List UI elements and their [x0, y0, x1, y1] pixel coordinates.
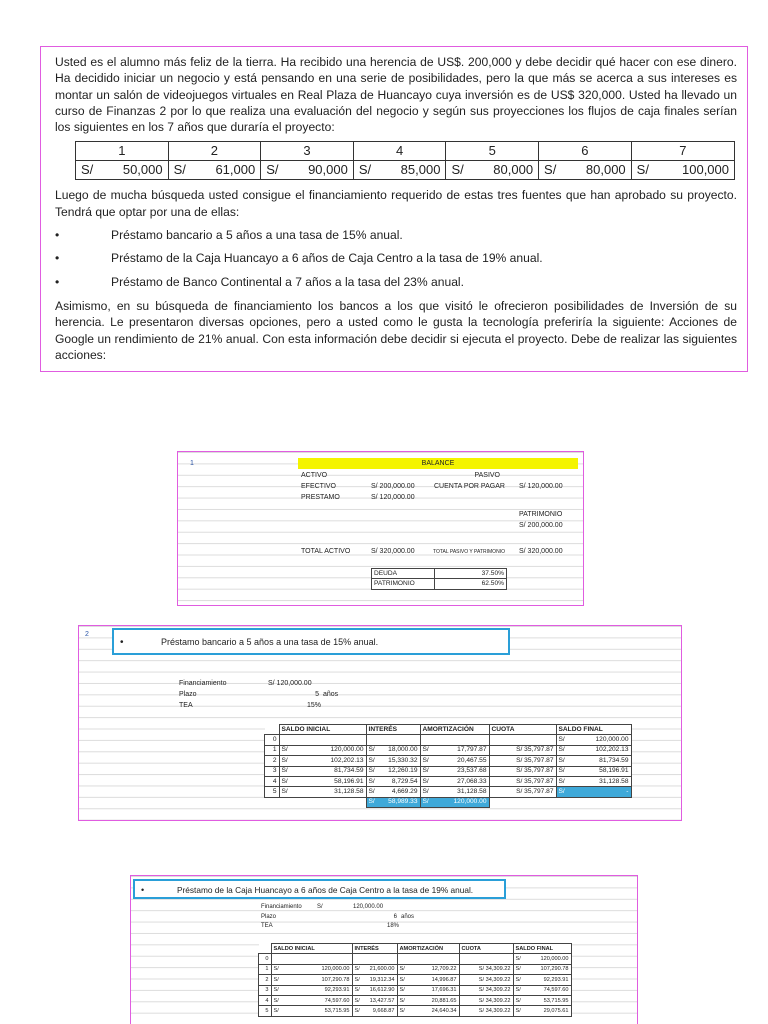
paragraph-intro: Usted es el alumno más feliz de la tierra. Ha recibido una herencia de US$. 200,000 y debe decidir qué hacer con ese dinero. Ha decidido iniciar un negocio y está pensando en una serie de posibilidades, pero la que más se acerca a sus intereses es montar un salón de videojuegos virtuales en Real Plaza de Huancayo cuya inversión es de US$ 320,000. Usted ha llevado un curso de Finanzas 2 por lo que realiza una evaluación del negocio y según sus proyecciones los flujos de caja finales serían los siguientes en los 7 años que duraría el proyecto:: [55, 55, 737, 135]
period-number: 0: [265, 735, 280, 745]
amortizacion-cell: S/ 14,996.87: [397, 975, 459, 985]
currency-symbol: S/: [173, 162, 186, 178]
currency-symbol: S/: [544, 162, 557, 178]
saldo-final-cell: S/ 120,000.00: [556, 735, 631, 745]
balance-title: BALANCE: [421, 460, 455, 467]
table-row: [265, 776, 632, 786]
bullet-icon: •: [55, 274, 60, 289]
amortizacion-cell: S/ 20,881.65: [397, 995, 459, 1005]
financiamiento-value: S/ 120,000.00: [268, 680, 312, 687]
saldo-final-cell: S/ 120,000.00: [513, 954, 571, 964]
interes-cell: S/ 18,000.00: [366, 745, 420, 755]
financiamiento-label: Financiamiento: [261, 904, 302, 910]
currency-symbol: S/: [451, 162, 464, 178]
column-header: CUOTA: [489, 725, 556, 735]
saldo-inicial-cell: [279, 735, 366, 745]
row-number: 2: [85, 631, 89, 638]
loan2-title: Préstamo de la Caja Huancayo a 6 años de Caja Centro a la tasa de 19% anual.: [177, 885, 474, 895]
patrimonio-value: S/ 200,000.00: [519, 522, 563, 529]
saldo-inicial-cell: S/ 120,000.00: [271, 964, 352, 974]
deuda-label: DEUDA: [372, 569, 435, 579]
cashflow-value: [539, 161, 632, 180]
bullet-item-3: [55, 274, 737, 290]
total-pasivo-patrimonio-value: S/ 320,000.00: [519, 548, 563, 555]
plazo-unit: años: [323, 691, 339, 698]
cuenta-por-pagar-label: CUENTA POR PAGAR: [434, 483, 505, 490]
cuota-cell: S/ 34,309.22: [459, 964, 513, 974]
loan1-title: Préstamo bancario a 5 años a una tasa de 15% anual.: [161, 637, 379, 647]
table-row: [265, 787, 632, 797]
cuota-cell: [489, 735, 556, 745]
cashflow-year: 7: [631, 142, 734, 161]
cuota-cell: S/ 35,797.87: [489, 766, 556, 776]
plazo-label: Plazo: [261, 914, 277, 920]
period-number: 2: [265, 756, 280, 766]
cuota-cell: S/ 35,797.87: [489, 776, 556, 786]
currency-symbol: S/: [81, 162, 94, 178]
saldo-inicial-cell: S/ 102,202.13: [279, 756, 366, 766]
cashflow-amount: 61,000: [215, 162, 256, 178]
period-number: 1: [265, 745, 280, 755]
column-header: SALDO INICIAL: [279, 725, 366, 735]
saldo-final-cell: S/ 31,128.58: [556, 776, 631, 786]
amortizacion-cell: [420, 735, 489, 745]
row-number: 1: [190, 460, 194, 467]
table-row: [259, 1006, 572, 1016]
column-header: INTERÉS: [366, 725, 420, 735]
cuota-cell: S/ 34,309.22: [459, 975, 513, 985]
bullet-icon: •: [120, 637, 124, 648]
period-number: 5: [259, 1006, 272, 1016]
cuota-cell: S/ 35,797.87: [489, 745, 556, 755]
plazo-value: 6: [393, 914, 397, 920]
saldo-final-cell: S/ 58,196.91: [556, 766, 631, 776]
cuota-cell: S/ 34,309.22: [459, 995, 513, 1005]
currency-symbol: S/: [636, 162, 649, 178]
bullet-text: Préstamo bancario a 5 años a una tasa de 15% anual.: [111, 228, 403, 243]
plazo-value: 5: [315, 691, 319, 698]
table-row: [265, 756, 632, 766]
cashflow-year: 1: [76, 142, 169, 161]
interes-cell: S/ 4,669.29: [366, 787, 420, 797]
table-row: [265, 766, 632, 776]
cashflow-amount: 50,000: [122, 162, 163, 178]
cashflow-amount: 80,000: [585, 162, 626, 178]
saldo-final-cell: S/ 81,734.59: [556, 756, 631, 766]
total-interes: S/ 58,989.33: [366, 797, 420, 807]
currency-symbol: S/: [266, 162, 279, 178]
column-header: AMORTIZACIÓN: [420, 725, 489, 735]
cashflow-value: [261, 161, 354, 180]
amortizacion-cell: S/ 23,537.68: [420, 766, 489, 776]
efectivo-value: S/ 200,000.00: [371, 483, 415, 490]
saldo-inicial-cell: S/ 81,734.59: [279, 766, 366, 776]
cashflow-value: [168, 161, 261, 180]
saldo-inicial-cell: S/ 53,715.95: [271, 1006, 352, 1016]
paragraph-investment: Asimismo, en su búsqueda de financiamiento los bancos a los que visitó le ofrecieron posibilidades de Inversión de su herencia. Le presentaron diversas opciones, pero a usted como le gusta la tecnología preferiría la siguiente: Acciones de Google un rendimiento de 21% anual. Con esta información debe decidir si ejecuta el proyecto. Debe de realizar las siguientes acciones:: [55, 298, 737, 362]
pasivo-label: PASIVO: [474, 472, 500, 479]
table-row: [259, 975, 572, 985]
cashflow-amount: 100,000: [682, 162, 729, 178]
saldo-inicial-cell: S/ 92,293.91: [271, 985, 352, 995]
cashflow-year: 5: [446, 142, 539, 161]
total-amortizacion: S/ 120,000.00: [420, 797, 489, 807]
amortizacion-cell: S/ 12,709.22: [397, 964, 459, 974]
loan2-title-box: [133, 879, 506, 899]
interes-cell: S/ 19,312.34: [352, 975, 397, 985]
tea-label: TEA: [179, 702, 193, 709]
saldo-final-cell: S/ 53,715.95: [513, 995, 571, 1005]
efectivo-label: EFECTIVO: [301, 483, 337, 490]
saldo-inicial-cell: S/ 31,128.58: [279, 787, 366, 797]
cuota-cell: S/ 35,797.87: [489, 787, 556, 797]
paragraph-financing: Luego de mucha búsqueda usted consigue el financiamiento requerido de estas tres fuentes que han aprobado su proyecto. Tendrá que optar por una de ellas:: [55, 188, 737, 219]
interes-cell: [352, 954, 397, 964]
totals-row: [265, 797, 632, 807]
interes-cell: S/ 15,330.32: [366, 756, 420, 766]
cuota-cell: S/ 35,797.87: [489, 756, 556, 766]
balance-sheet: [177, 451, 584, 606]
cashflow-year: 3: [261, 142, 354, 161]
saldo-inicial-cell: S/ 58,196.91: [279, 776, 366, 786]
cashflow-year: 4: [353, 142, 446, 161]
bullet-text: Préstamo de Banco Continental a 7 años a la tasa del 23% anual.: [111, 274, 464, 289]
column-header: SALDO INICIAL: [271, 944, 352, 954]
plazo-unit: años: [401, 914, 415, 920]
activo-label: ACTIVO: [301, 472, 328, 479]
column-header: SALDO FINAL: [513, 944, 571, 954]
table-row: [259, 954, 572, 964]
period-number: 3: [259, 985, 272, 995]
cashflow-table: [75, 141, 735, 180]
column-header: SALDO FINAL: [556, 725, 631, 735]
amortizacion-cell: S/ 31,128.58: [420, 787, 489, 797]
ratio-table: [371, 568, 507, 590]
saldo-final-cell: S/ -: [556, 787, 631, 797]
total-activo-value: S/ 320,000.00: [371, 548, 415, 555]
column-header: INTERÉS: [352, 944, 397, 954]
amortizacion-cell: [397, 954, 459, 964]
cashflow-value: [446, 161, 539, 180]
total-activo-label: TOTAL ACTIVO: [301, 548, 351, 555]
column-header: CUOTA: [459, 944, 513, 954]
amortizacion-cell: S/ 24,640.34: [397, 1006, 459, 1016]
tea-value: 15%: [306, 702, 321, 709]
total-pasivo-patrimonio-label: TOTAL PASIVO Y PATRIMONIO: [433, 549, 505, 555]
period-number: 1: [259, 964, 272, 974]
interes-cell: S/ 12,260.19: [366, 766, 420, 776]
loan1-title-box: [112, 628, 510, 655]
loan-bank-sheet: [78, 625, 682, 821]
problem-statement: [40, 46, 748, 372]
interes-cell: [366, 735, 420, 745]
period-number: 4: [265, 776, 280, 786]
interes-cell: S/ 9,668.87: [352, 1006, 397, 1016]
patrimonio-pct-value: 62.50%: [435, 579, 507, 589]
amortizacion-cell: S/ 20,467.55: [420, 756, 489, 766]
table-row: [259, 964, 572, 974]
bullet-text: Préstamo de la Caja Huancayo a 6 años de Caja Centro a la tasa de 19% anual.: [111, 251, 543, 266]
interes-cell: S/ 8,729.54: [366, 776, 420, 786]
amortizacion-cell: S/ 17,797.87: [420, 745, 489, 755]
cashflow-value: [631, 161, 734, 180]
prestamo-label: PRESTAMO: [301, 494, 340, 501]
amortizacion-cell: S/ 17,696.31: [397, 985, 459, 995]
saldo-final-cell: S/ 29,075.61: [513, 1006, 571, 1016]
cashflow-year: 2: [168, 142, 261, 161]
bullet-icon: •: [141, 885, 145, 895]
cashflow-amount: 90,000: [308, 162, 348, 178]
currency-symbol: S/: [358, 162, 372, 178]
period-number: 0: [259, 954, 272, 964]
table-row: [265, 735, 632, 745]
saldo-inicial-cell: S/ 120,000.00: [279, 745, 366, 755]
table-row: [259, 985, 572, 995]
saldo-final-cell: S/ 102,202.13: [556, 745, 631, 755]
financiamiento-label: Financiamiento: [179, 680, 227, 687]
period-number: 4: [259, 995, 272, 1005]
cashflow-amount: 85,000: [400, 162, 441, 178]
cuota-cell: S/ 34,309.22: [459, 1006, 513, 1016]
tea-label: TEA: [261, 923, 273, 929]
tea-value: 18%: [386, 923, 399, 929]
bullet-item-1: [55, 227, 737, 243]
bullet-icon: •: [55, 228, 60, 243]
cashflow-value: [76, 161, 169, 180]
bullet-icon: •: [55, 251, 60, 266]
saldo-inicial-cell: [271, 954, 352, 964]
saldo-inicial-cell: S/ 74,597.60: [271, 995, 352, 1005]
plazo-label: Plazo: [179, 691, 197, 698]
interes-cell: S/ 21,600.00: [352, 964, 397, 974]
patrimonio-label: PATRIMONIO: [519, 511, 563, 518]
loan2-amortization-table: [258, 943, 572, 1017]
saldo-inicial-cell: S/ 107,290.78: [271, 975, 352, 985]
loan-caja-sheet: • Préstamo de la Caja Huancayo a 6 años de Caja Centro a la tasa de 19% anual. Financiamiento S/ 120,000.00 Plazo 6 años TEA 18% SALDO INICIAL INTERÉS AMORTIZACIÓN CUOTA SALDO FINAL 0 S/ 120,000.00 1 S/ 120,000.00 S/ 21,600.00 S/ 12,709.22 S/ 34,309.22 S/ 107,290.78 2 S/ 107,290.78 S/ 19,312.34 S/ 14,996.87 S/ 34,309.22 S/ 92,293.91 3 S/ 92,293.91 S/ 16,612.90 S/ 17,696.31 S/ 34,309.22 S/ 74,597.60 4 S/ 74,597.60 S/ 13,427.57 S/ 20,881.65 S/ 34,309.22 S/ 53,715.95 5 S/ 53,715.95 S/ 9,668.87 S/ 24,640.34 S/ 34,309.22 S/ 29,075.61: [130, 875, 638, 1024]
column-header: AMORTIZACIÓN: [397, 944, 459, 954]
amortizacion-cell: S/ 27,068.33: [420, 776, 489, 786]
cuota-cell: S/ 34,309.22: [459, 985, 513, 995]
deuda-value: 37.50%: [435, 569, 507, 579]
cashflow-amount: 80,000: [493, 162, 534, 178]
table-row: [259, 995, 572, 1005]
bullet-item-2: [55, 250, 737, 266]
saldo-final-cell: S/ 74,597.60: [513, 985, 571, 995]
saldo-final-cell: S/ 92,293.91: [513, 975, 571, 985]
cuenta-por-pagar-value: S/ 120,000.00: [519, 483, 563, 490]
period-number: 5: [265, 787, 280, 797]
prestamo-value: S/ 120,000.00: [371, 494, 415, 501]
interes-cell: S/ 16,612.90: [352, 985, 397, 995]
table-row: [265, 745, 632, 755]
patrimonio-pct-label: PATRIMONIO: [372, 579, 435, 589]
cuota-cell: [459, 954, 513, 964]
cashflow-year: 6: [539, 142, 632, 161]
period-number: 2: [259, 975, 272, 985]
loan1-amortization-table: [264, 724, 632, 808]
saldo-final-cell: S/ 107,290.78: [513, 964, 571, 974]
financiamiento-value: 120,000.00: [353, 904, 384, 910]
interes-cell: S/ 13,427.57: [352, 995, 397, 1005]
period-number: 3: [265, 766, 280, 776]
cashflow-value: [353, 161, 446, 180]
